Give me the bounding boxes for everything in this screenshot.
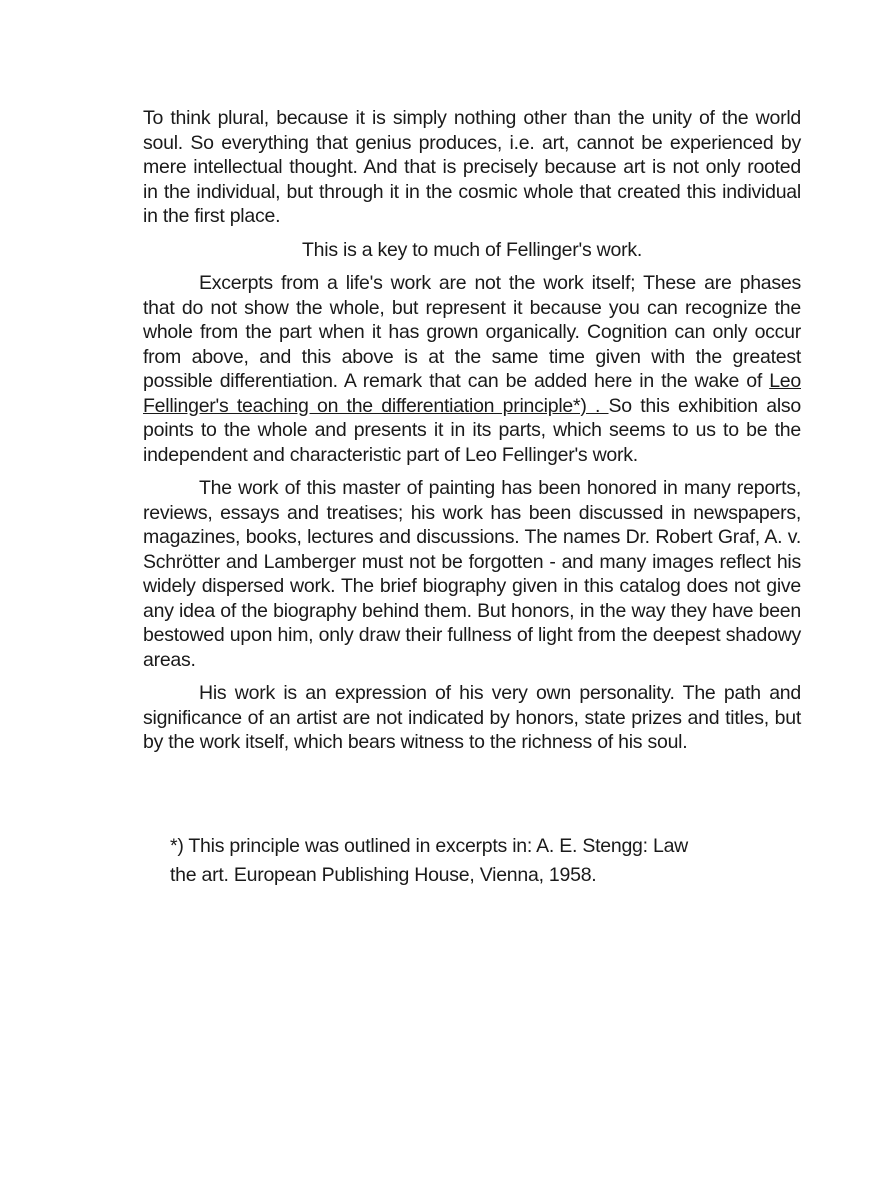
differentiation-principle-reference: Leo Fellinger's teaching on the differentiation principle*) . [143, 370, 801, 417]
paragraph-key-statement: This is a key to much of Fellinger's work. [301, 238, 642, 261]
paragraph-world-soul: To think plural, because it is simply nothing other than the unity of the world soul. So everything that genius produces, i.e. art, cannot be experienced by mere intellectual thought. And that is precisely because art is not only rooted in the individual, but through it in the cosmic whole that created this individual in the first place. [143, 107, 801, 227]
footnote-line-1: *) This principle was outlined in excerpts in: A. E. Stengg: Law [170, 835, 689, 857]
footnote-line-2: the art. European Publishing House, Vienna, 1958. [170, 864, 597, 886]
paragraph-excerpts [143, 271, 801, 467]
paragraph-excerpts-text-end: So this exhibition also points to the whole and presents it in its parts, which seems to us to be the independent and characteristic part of Leo Fellinger's work. [143, 394, 802, 466]
footnote [170, 832, 770, 890]
paragraph-excerpts-text-start: Excerpts from a life's work are not the work itself; These are phases that do not show the whole, but represent it because you can recognize the whole from the part when it has grown organically. Cognition can only occur from above, and this above is at the same time given with the greatest possible differentiation. A remark that can be added here in the wake of [143, 272, 801, 392]
document-body [143, 106, 801, 764]
paragraph-honors: The work of this master of painting has been honored in many reports, reviews, essays and treatises; his work has been discussed in newspapers, magazines, books, lectures and discussions. The names Dr. Robert Graf, A. v. Schrötter and Lamberger must not be forgotten - and many images reflect his widely dispersed work. The brief biography given in this catalog does not give any idea of the biography behind them. But honors, in the way they have been bestowed upon him, only draw their fullness of light from the deepest shadowy areas. [143, 477, 801, 671]
paragraph-personality: His work is an expression of his very own personality. The path and significance of an artist are not indicated by honors, state prizes and titles, but by the work itself, which bears witness to the richness of his soul. [143, 682, 801, 753]
